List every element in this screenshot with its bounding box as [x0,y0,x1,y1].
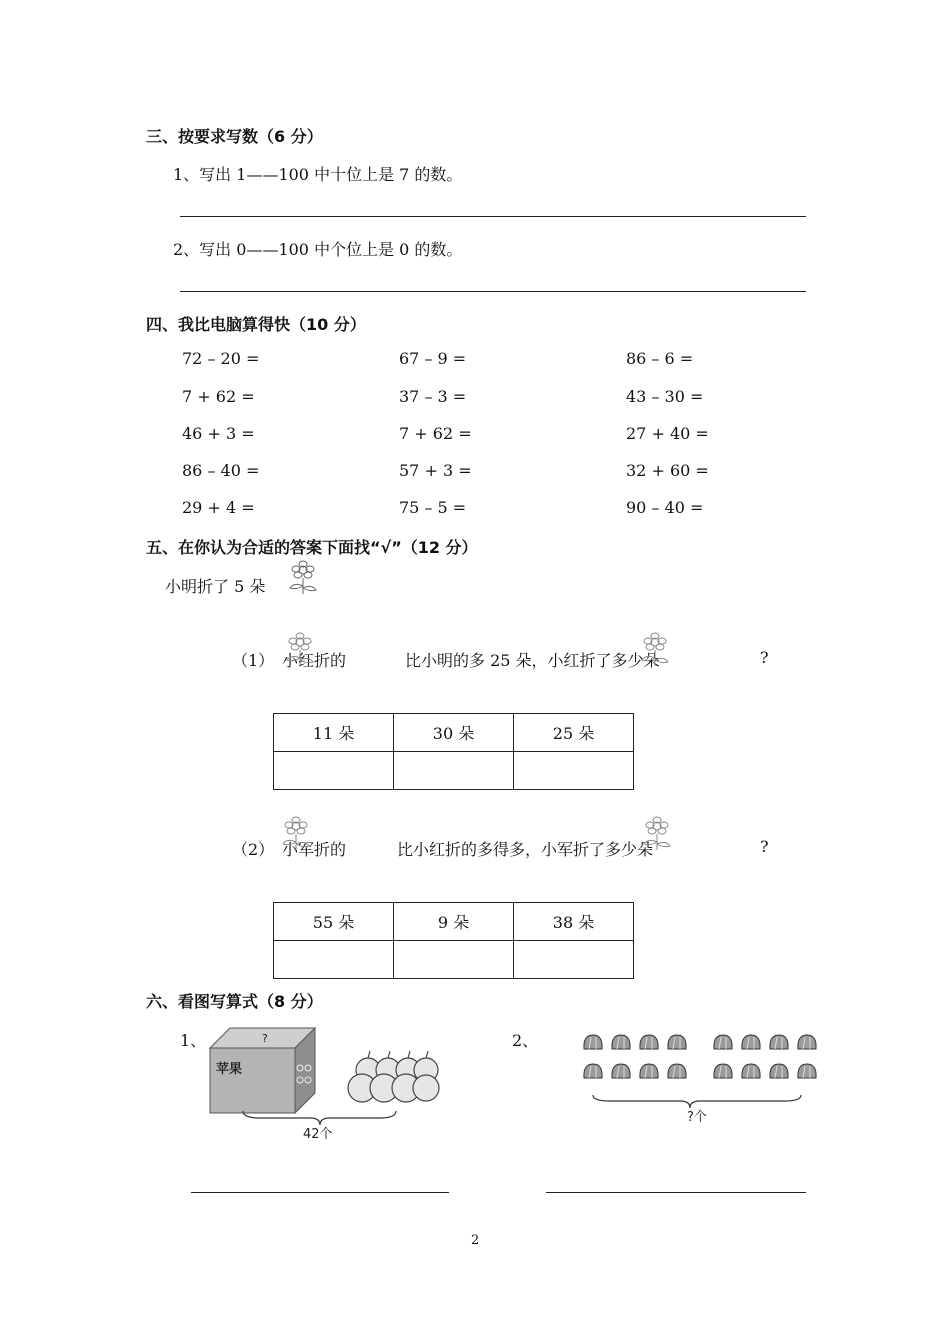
box-and-apples-illustration [200,1018,450,1148]
calc-expression: 43 – 30 = [626,387,704,406]
calc-expression: 29 + 4 = [182,498,255,517]
box-question-mark: ? [262,1032,268,1045]
question-2-part2: 比小红折的多得多，小军折了多少朵 [397,840,654,859]
section-3-question-2: 2、写出 0——100 中个位上是 0 的数。 [173,240,463,259]
apples-icon [348,1051,439,1102]
shell-icon [584,1035,602,1049]
shell-icon [742,1035,760,1049]
option-cell: 25 朵 [514,714,634,752]
section-5-intro: 小明折了 5 朵 [165,577,266,596]
check-cell[interactable] [394,941,514,979]
answer-line-4[interactable] [546,1192,806,1193]
flower-icon [283,632,317,668]
shells-illustration [575,1025,835,1130]
answer-line-2[interactable] [180,291,806,292]
calc-expression: 7 + 62 = [399,424,472,443]
box-label: 苹果 [216,1062,243,1077]
answer-line-3[interactable] [191,1192,449,1193]
shell-icon [770,1064,788,1078]
check-cell[interactable] [394,752,514,790]
shell-icons [584,1035,816,1078]
check-cell[interactable] [514,941,634,979]
shell-icon [798,1035,816,1049]
section-3-title: 三、按要求写数（6 分） [146,127,323,146]
calc-expression: 75 – 5 = [399,498,467,517]
question-1-number: （1） [232,651,275,670]
calc-expression: 72 – 20 = [182,349,260,368]
brace [593,1095,801,1108]
shell-icon [612,1064,630,1078]
shell-icon [714,1064,732,1078]
answer-line-1[interactable] [180,216,806,217]
shell-icon [714,1035,732,1049]
calc-expression: 57 + 3 = [399,461,472,480]
flower-icon [640,816,674,852]
calc-expression: 32 + 60 = [626,461,709,480]
check-cell[interactable] [514,752,634,790]
option-cell: 30 朵 [394,714,514,752]
shell-icon [798,1064,816,1078]
shell-icon [770,1035,788,1049]
section-3-question-1: 1、写出 1——100 中十位上是 7 的数。 [173,165,463,184]
question-1-part1: 小红折的 [282,651,347,670]
question-1-part2: 比小明的多 25 朵，小红折了多少朵 [405,651,660,670]
question-1-answer-table [273,713,634,790]
question-2-part1: 小军折的 [282,840,347,859]
item-2-number: 2、 [512,1031,539,1050]
option-cell: 55 朵 [274,903,394,941]
calc-expression: 7 + 62 = [182,387,255,406]
shell-icon [668,1064,686,1078]
calc-expression: 37 – 3 = [399,387,467,406]
option-cell: 38 朵 [514,903,634,941]
flower-icon [279,816,313,852]
shell-icon [612,1035,630,1049]
shell-icon [640,1064,658,1078]
check-cell[interactable] [274,752,394,790]
calc-expression: 86 – 40 = [182,461,260,480]
shell-icon [640,1035,658,1049]
box-total-label: 42个 [303,1127,333,1142]
shells-total-label: ?个 [687,1110,707,1125]
calc-expression: 86 – 6 = [626,349,694,368]
question-2-number: （2） [232,840,275,859]
item-1-number: 1、 [180,1031,207,1050]
calc-expression: 27 + 40 = [626,424,709,443]
calc-expression: 90 – 40 = [626,498,704,517]
question-2-end: ? [760,837,769,856]
shell-icon [668,1035,686,1049]
section-6-title: 六、看图写算式（8 分） [146,992,323,1011]
shell-icon [584,1064,602,1078]
option-cell: 9 朵 [394,903,514,941]
apple-box-icon [210,1028,315,1113]
section-4-title: 四、我比电脑算得快（10 分） [146,315,366,334]
question-2-answer-table [273,902,634,979]
flower-icon [286,560,320,596]
question-1-end: ? [760,648,769,667]
shell-icon [742,1064,760,1078]
option-cell: 11 朵 [274,714,394,752]
section-5-title: 五、在你认为合适的答案下面找“√”（12 分） [146,538,478,557]
page-number: 2 [471,1233,480,1248]
calc-expression: 67 – 9 = [399,349,467,368]
calc-expression: 46 + 3 = [182,424,255,443]
flower-icon [638,632,672,668]
check-cell[interactable] [274,941,394,979]
